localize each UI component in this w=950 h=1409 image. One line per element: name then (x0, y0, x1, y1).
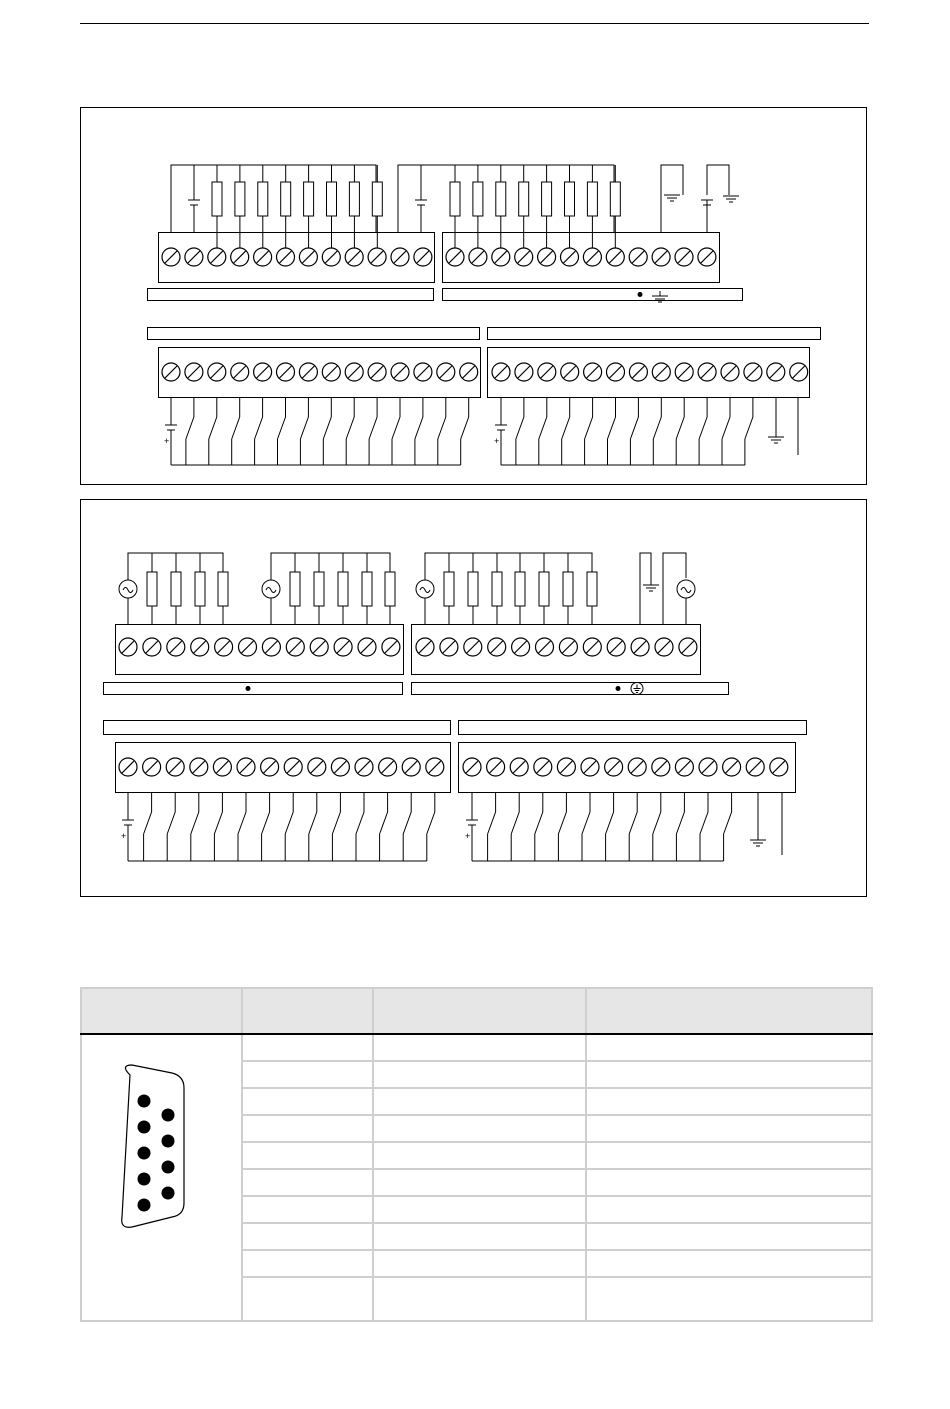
dc-wiring-figure (81, 108, 867, 485)
terminal-screw (721, 363, 739, 381)
terminal-screw (770, 758, 788, 776)
table-cell (373, 1142, 586, 1169)
terminal-screw (536, 638, 554, 656)
table-cell (373, 1196, 586, 1223)
terminal-screw (254, 248, 272, 266)
terminal-screw (675, 248, 693, 266)
terminal-screw (208, 363, 226, 381)
load-resistor (515, 572, 525, 606)
table-cell (242, 1115, 373, 1142)
load-resistor (542, 182, 552, 216)
table-cell (586, 1277, 872, 1321)
load-resistor (195, 572, 205, 606)
load-resistor (212, 182, 222, 216)
terminal-screw (213, 758, 231, 776)
terminal-screw (767, 363, 785, 381)
load-resistor (496, 182, 506, 216)
terminal-screw (308, 758, 326, 776)
table-header-cell (373, 988, 586, 1034)
table-header-cell (586, 988, 872, 1034)
table-cell (373, 1088, 586, 1115)
terminal-screw (167, 638, 185, 656)
terminal-screw (557, 758, 575, 776)
terminal-screw (355, 758, 373, 776)
load-resistor (539, 572, 549, 606)
terminal-screw (190, 758, 208, 776)
terminal-screw (492, 248, 510, 266)
terminal-screw (515, 248, 533, 266)
terminal-screw (191, 638, 209, 656)
terminal-screw (414, 248, 432, 266)
terminal-screw (162, 363, 180, 381)
load-resistor (565, 182, 575, 216)
load-resistor (563, 572, 573, 606)
terminal-screw (284, 758, 302, 776)
terminal-screw (723, 758, 741, 776)
table-cell (586, 1034, 872, 1061)
terminal-screw (561, 248, 579, 266)
terminal-screw (629, 363, 647, 381)
terminal-screw (262, 638, 280, 656)
table-cell (586, 1196, 872, 1223)
terminal-screw (231, 248, 249, 266)
table-cell (373, 1250, 586, 1277)
terminal-screw (119, 758, 137, 776)
terminal-screw (698, 363, 716, 381)
table-cell (373, 1115, 586, 1142)
terminal-screw (607, 638, 625, 656)
terminal-screw (679, 638, 697, 656)
load-resistor (349, 182, 359, 216)
terminal-screw (185, 248, 203, 266)
terminal-screw (605, 758, 623, 776)
terminal-screw (463, 758, 481, 776)
terminal-screw (331, 758, 349, 776)
terminal-screw (391, 363, 409, 381)
terminal-screw (277, 248, 295, 266)
db9-connector-icon (82, 1035, 239, 1315)
load-resistor (587, 182, 597, 216)
table-cell (242, 1088, 373, 1115)
terminal-screw (382, 638, 400, 656)
load-resistor (258, 182, 268, 216)
terminal-screw (345, 248, 363, 266)
load-resistor (587, 572, 597, 606)
terminal-screw (515, 363, 533, 381)
table-cell (373, 1223, 586, 1250)
terminal-screw (299, 363, 317, 381)
load-resistor (519, 182, 529, 216)
terminal-screw (469, 248, 487, 266)
terminal-screw (254, 363, 272, 381)
table-cell (242, 1196, 373, 1223)
terminal-screw (460, 363, 478, 381)
terminal-screw (629, 248, 647, 266)
table-cell (586, 1250, 872, 1277)
load-resistor (338, 572, 348, 606)
load-resistor (444, 572, 454, 606)
load-resistor (473, 182, 483, 216)
terminal-screw (379, 758, 397, 776)
load-resistor (468, 572, 478, 606)
svg-text:+: + (164, 436, 170, 446)
load-resistor (450, 182, 460, 216)
ac-source-icon (416, 580, 434, 598)
table-cell (242, 1223, 373, 1250)
load-resistor (362, 572, 372, 606)
terminal-screw (746, 758, 764, 776)
load-resistor (147, 572, 157, 606)
connector-pin-table (80, 987, 873, 1322)
table-cell (586, 1061, 872, 1088)
connector-cell (81, 1034, 242, 1321)
terminal-screw (538, 248, 556, 266)
terminal-screw (652, 248, 670, 266)
load-resistor (171, 572, 181, 606)
table-header-cell (81, 988, 242, 1034)
load-resistor (290, 572, 300, 606)
load-resistor (235, 182, 245, 216)
load-resistor (304, 182, 314, 216)
terminal-screw (652, 758, 670, 776)
terminal-screw (402, 758, 420, 776)
terminal-screw (584, 363, 602, 381)
table-cell (373, 1169, 586, 1196)
terminal-screw (583, 638, 601, 656)
table-cell (373, 1034, 586, 1061)
table-cell (242, 1169, 373, 1196)
table-cell (586, 1115, 872, 1142)
terminal-screw (358, 638, 376, 656)
table-cell (373, 1061, 586, 1088)
terminal-screw (286, 638, 304, 656)
svg-text:+: + (121, 831, 127, 841)
terminal-screw (631, 638, 649, 656)
terminal-screw (446, 248, 464, 266)
terminal-screw (166, 758, 184, 776)
table-cell (242, 1034, 373, 1061)
terminal-screw (239, 638, 257, 656)
terminal-screw (322, 248, 340, 266)
ground-icon (750, 840, 766, 846)
load-resistor (327, 182, 337, 216)
terminal-screw (391, 248, 409, 266)
table-cell (586, 1223, 872, 1250)
table-header-cell (242, 988, 373, 1034)
terminal-screw (606, 248, 624, 266)
terminal-screw (607, 363, 625, 381)
terminal-screw (162, 248, 180, 266)
terminal-screw (310, 638, 328, 656)
terminal-screw (345, 363, 363, 381)
terminal-screw (628, 758, 646, 776)
terminal-screw (185, 363, 203, 381)
table-cell (242, 1277, 373, 1321)
terminal-screw (368, 248, 386, 266)
terminal-screw (334, 638, 352, 656)
terminal-screw (652, 363, 670, 381)
terminal-screw (215, 638, 233, 656)
terminal-screw (698, 248, 716, 266)
terminal-screw (487, 758, 505, 776)
terminal-screw (534, 758, 552, 776)
terminal-screw (583, 248, 601, 266)
table-row (81, 1034, 872, 1061)
terminal-screw (143, 638, 161, 656)
terminal-screw (699, 758, 717, 776)
load-resistor (372, 182, 382, 216)
terminal-screw (510, 758, 528, 776)
table-cell (586, 1142, 872, 1169)
terminal-screw (299, 248, 317, 266)
svg-text:+: + (494, 436, 500, 446)
terminal-screw (426, 758, 444, 776)
table-cell (586, 1088, 872, 1115)
table-cell (242, 1250, 373, 1277)
terminal-screw (492, 363, 510, 381)
terminal-screw (744, 363, 762, 381)
terminal-screw (790, 363, 808, 381)
load-resistor (314, 572, 324, 606)
svg-text:+: + (465, 831, 471, 841)
terminal-screw (119, 638, 137, 656)
ac-source-icon (119, 580, 137, 598)
load-resistor (218, 572, 228, 606)
ac-source-icon (262, 580, 280, 598)
terminal-screw (512, 638, 530, 656)
load-resistor (492, 572, 502, 606)
terminal-screw (416, 638, 434, 656)
terminal-screw (488, 638, 506, 656)
terminal-screw (561, 363, 579, 381)
load-resistor (610, 182, 620, 216)
terminal-screw (143, 758, 161, 776)
terminal-screw (675, 363, 693, 381)
terminal-screw (261, 758, 279, 776)
terminal-screw (581, 758, 599, 776)
table-cell (373, 1277, 586, 1321)
terminal-screw (277, 363, 295, 381)
terminal-screw (655, 638, 673, 656)
terminal-screw (440, 638, 458, 656)
table-cell (242, 1142, 373, 1169)
terminal-screw (368, 363, 386, 381)
terminal-screw (322, 363, 340, 381)
terminal-screw (559, 638, 577, 656)
terminal-screw (464, 638, 482, 656)
ground-icon (768, 437, 784, 443)
terminal-screw (538, 363, 556, 381)
ground-icon (643, 585, 659, 591)
table-cell (586, 1169, 872, 1196)
terminal-screw (208, 248, 226, 266)
terminal-screw (237, 758, 255, 776)
load-resistor (385, 572, 395, 606)
table-cell (242, 1061, 373, 1088)
ac-power-icon (677, 580, 695, 598)
terminal-screw (437, 363, 455, 381)
terminal-screw (675, 758, 693, 776)
terminal-screw (414, 363, 432, 381)
load-resistor (281, 182, 291, 216)
ac-wiring-figure (81, 500, 867, 897)
terminal-screw (231, 363, 249, 381)
